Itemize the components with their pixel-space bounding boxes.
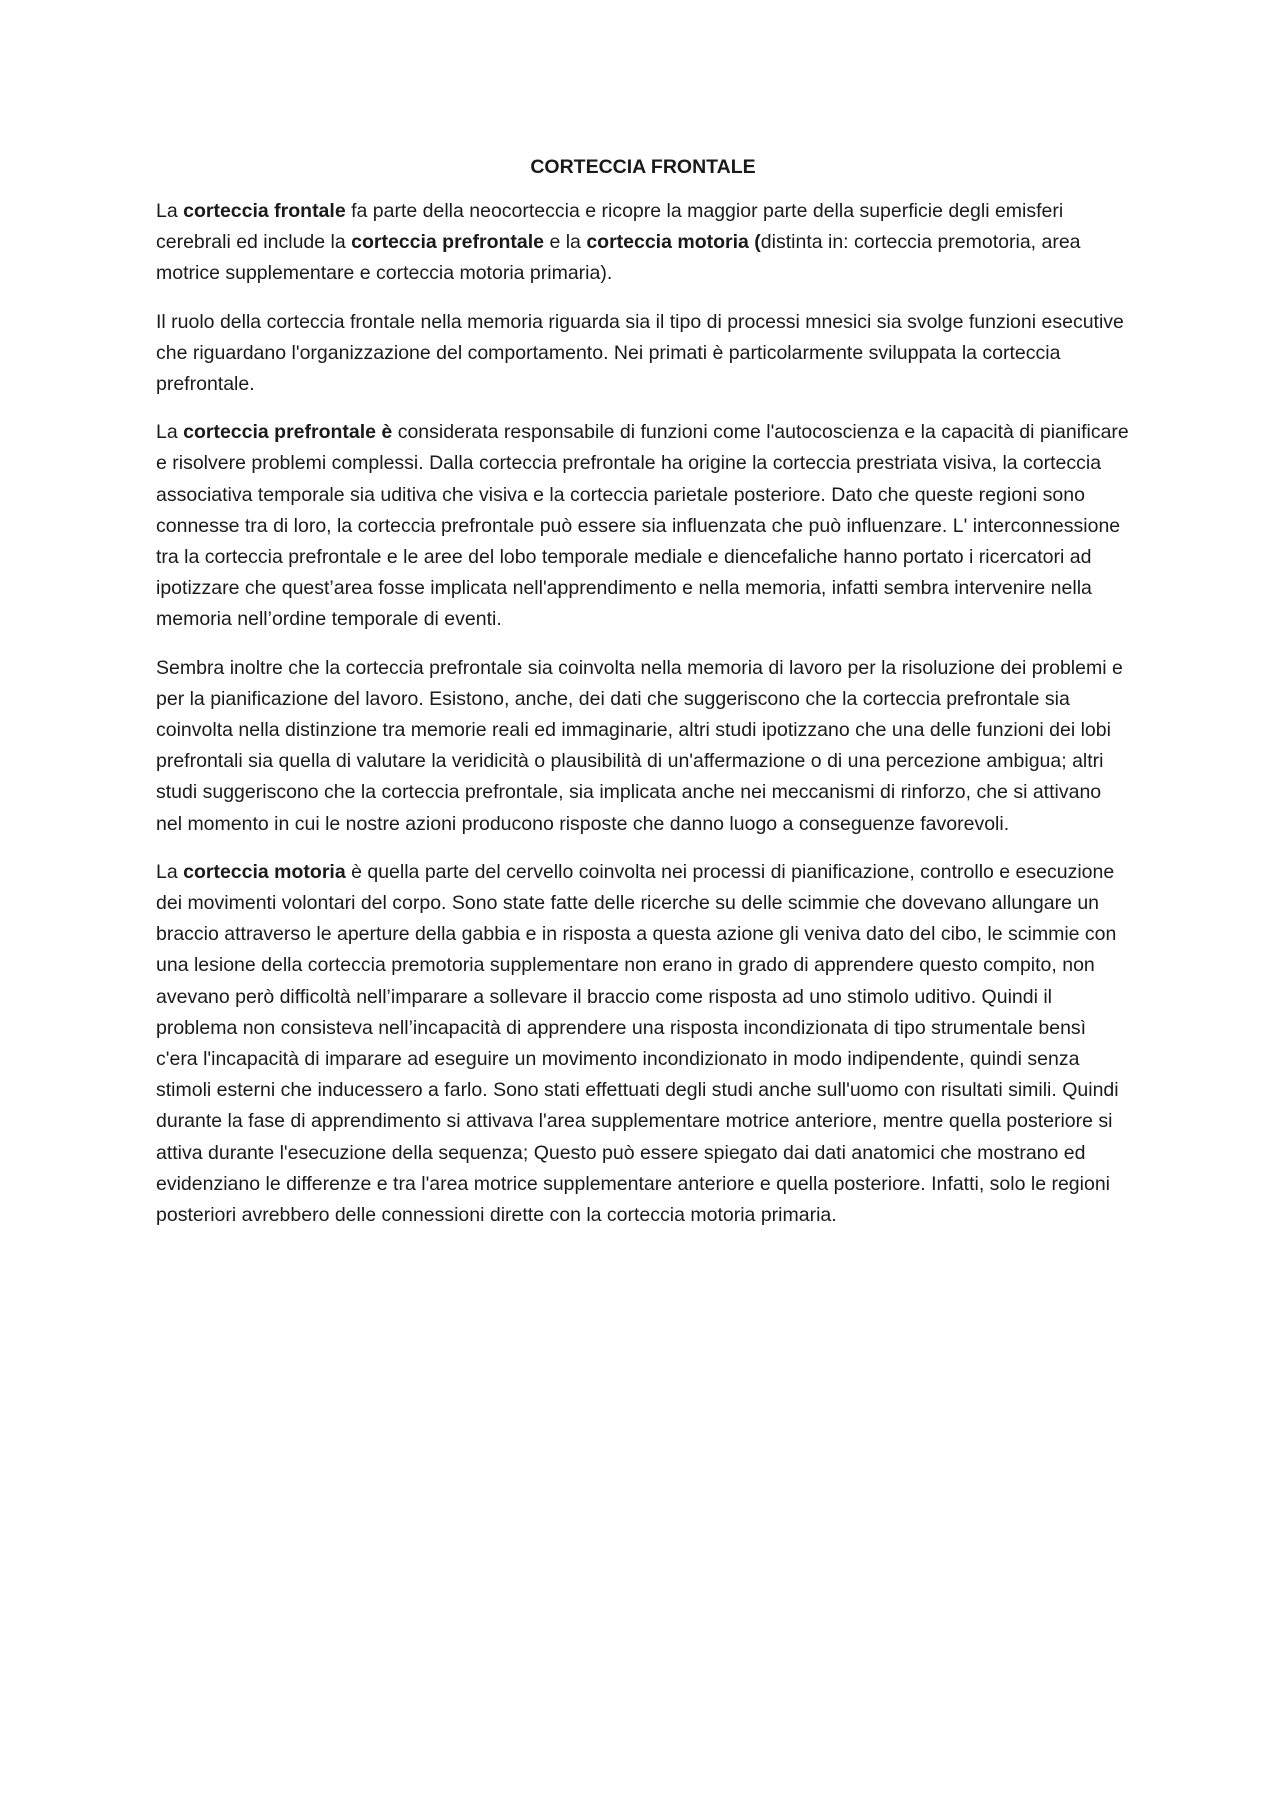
text-run: Sembra inoltre che la corteccia prefrontale sia coinvolta nella memoria di lavoro per la risoluzione dei problemi e per la pianificazione del lavoro. Esistono, anche, dei dati che suggeriscono che la corteccia prefrontale sia coinvolta nella distinzione tra memorie reali ed immaginarie, altri studi ipotizzano che una delle funzioni dei lobi prefrontali sia quella di valutare la veridicità o plausibilità di un'affermazione o di una percezione ambigua; altri studi suggeriscono che la corteccia prefrontale, sia implicata anche nei meccanismi di rinforzo, che si attivano nel momento in cui le nostre azioni producono risposte che danno luogo a conseguenze favorevoli. — [156, 656, 1123, 835]
text-run: La — [156, 200, 184, 222]
bold-term: corteccia frontale — [183, 200, 346, 222]
bold-term: corteccia motoria — [183, 860, 346, 883]
text-run: La — [156, 421, 184, 444]
text-run: considerata responsabile di funzioni come l'autocoscienza e la capacità di pianificare e risolvere problemi complessi. Dalla corteccia prefrontale ha origine la corteccia prestriata visiva, la corteccia associativa temporale sia uditiva che visiva e la corteccia parietale posteriore. Dato che queste regioni sono connesse tra di loro, la corteccia prefrontale può essere sia influenzata che può influenzare. L' interconnessione tra la corteccia prefrontale e le aree del lobo temporale mediale e diencefaliche hanno portato i ricercatori ad ipotizzare che quest’area fosse implicata nell'apprendimento e nella memoria, infatti sembra intervenire nella memoria nell’ordine temporale di eventi. — [156, 421, 1129, 631]
text-run: La — [156, 860, 184, 883]
paragraph-working-memory — [156, 653, 1130, 840]
paragraph-memory-role — [156, 307, 1130, 401]
text-run: Il ruolo della corteccia frontale nella memoria riguarda sia il tipo di processi mnesici sia svolge funzioni esecutive che riguardano l'organizzazione del comportamento. Nei primati è particolarmente sviluppata la corteccia prefrontale. — [156, 310, 1124, 396]
document-title: CORTECCIA FRONTALE — [530, 156, 756, 178]
paragraph-intro — [156, 196, 1130, 290]
bold-term: corteccia prefrontale è — [183, 421, 393, 444]
paragraph-motor-cortex — [156, 857, 1130, 1231]
text-run: e la — [544, 231, 587, 254]
text-run: distinta in: corteccia premotoria, area motrice supplementare e corteccia motoria primaria). — [156, 231, 1081, 285]
bold-term: corteccia prefrontale — [351, 231, 545, 254]
text-run: fa parte della neocorteccia e ricopre la maggior parte della superficie degli emisferi cerebrali ed include la — [156, 200, 1064, 254]
document-page — [156, 152, 1130, 1248]
bold-term: corteccia motoria ( — [586, 231, 761, 254]
text-run: è quella parte del cervello coinvolta nei processi di pianificazione, controllo e esecuzione dei movimenti volontari del corpo. Sono state fatte delle ricerche su delle scimmie che dovevano allungare un braccio attraverso le aperture della gabbia e in risposta a questa azione gli veniva dato del cibo, le scimmie con una lesione della corteccia premotoria supplementare non erano in grado di apprendere questo compito, non avevano però difficoltà nell’imparare a sollevare il braccio come risposta ad uno stimolo uditivo. Quindi il problema non consisteva nell’incapacità di apprendere una risposta incondizionata di tipo strumentale bensì c'era l'incapacità di imparare ad eseguire un movimento incondizionato in modo indipendente, quindi senza stimoli esterni che inducessero a farlo. Sono stati effettuati degli studi anche sull'uomo con risultati simili. Quindi durante la fase di apprendimento si attivava l'area supplementare motrice anteriore, mentre quella posteriore si attiva durante l'esecuzione della sequenza; Questo può essere spiegato dai dati anatomici che mostrano ed evidenziano le differenze e tra l'area motrice supplementare anteriore e quella posteriore. Infatti, solo le regioni posteriori avrebbero delle connessioni dirette con la corteccia motoria primaria. — [156, 860, 1119, 1227]
paragraph-prefrontal — [156, 417, 1130, 635]
